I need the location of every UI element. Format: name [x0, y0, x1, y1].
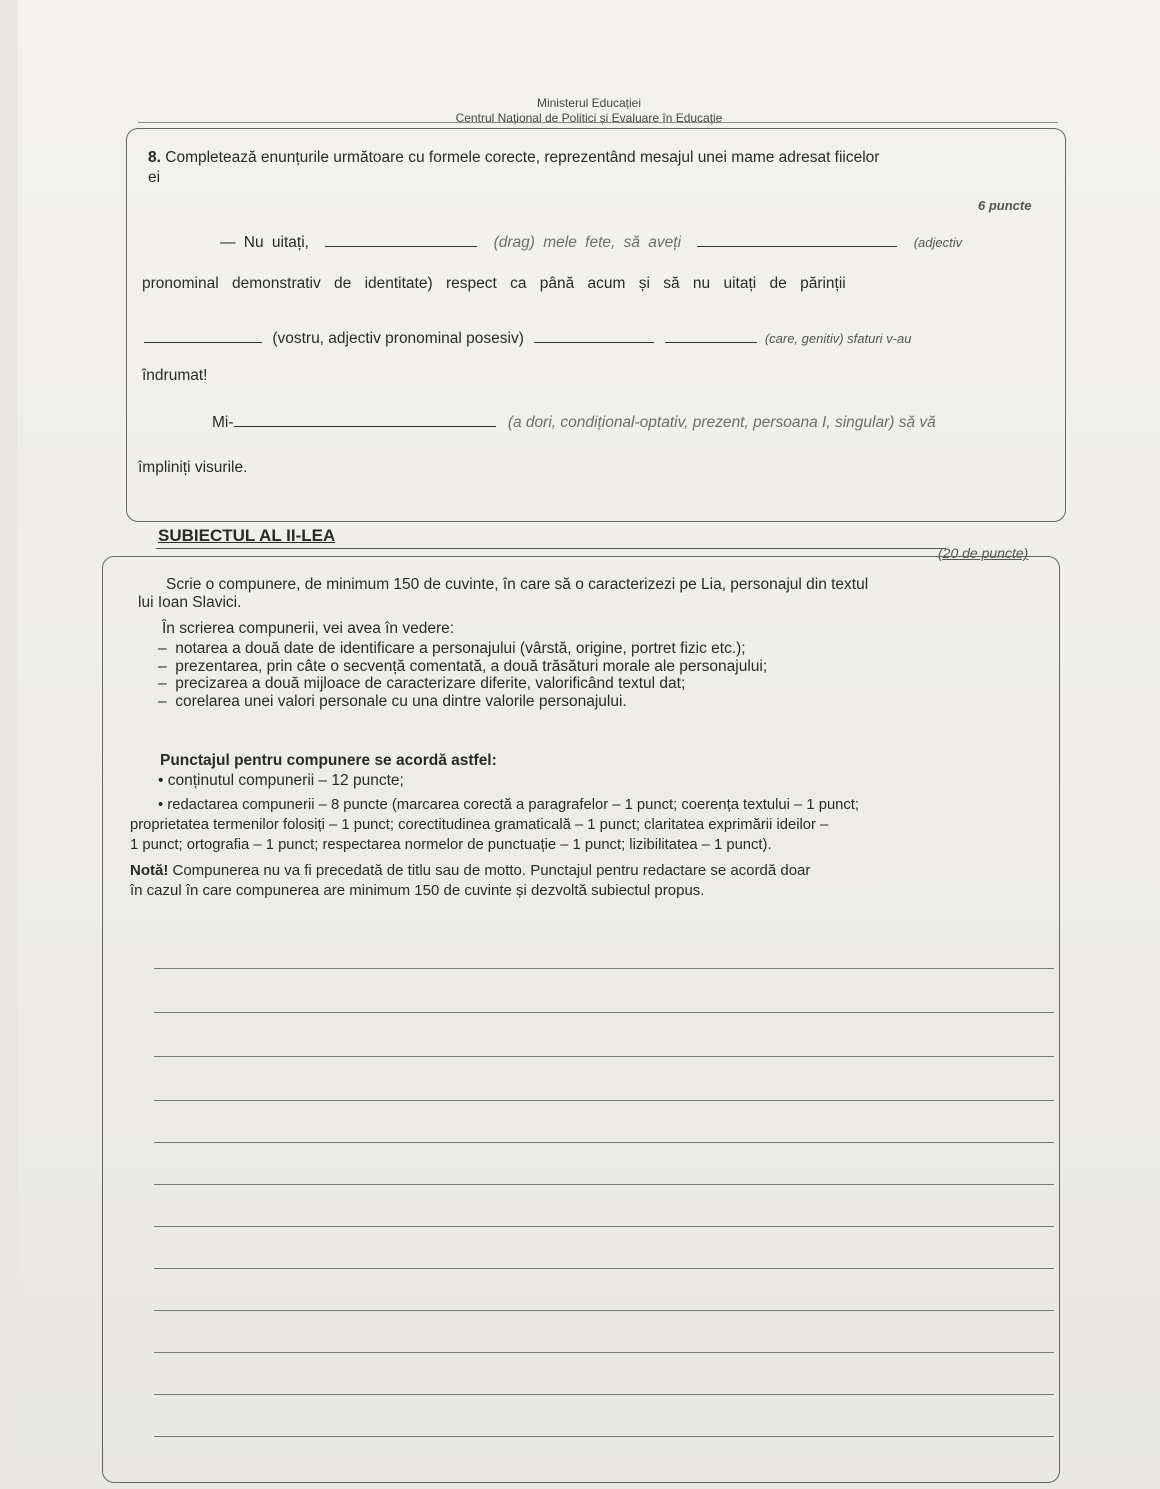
- center-name: Centrul Național de Politici și Evaluare în Educație: [455, 111, 723, 125]
- section2-title: SUBIECTUL AL II-LEA: [158, 526, 336, 545]
- blank-5[interactable]: [665, 328, 757, 343]
- task8-prompt-text: Completează enunțurile următoare cu formele corecte, reprezentând mesajul unei mame adresat fiicelor: [165, 149, 880, 166]
- note-text-a: Compunerea nu va fi precedată de titlu sau de motto. Punctajul pentru redactare se acordă doar: [172, 862, 811, 879]
- answer-line[interactable]: [154, 1142, 1054, 1143]
- task8-line5: [212, 412, 1062, 432]
- scoring-title: Punctajul pentru compunere se acordă astfel:: [160, 752, 497, 769]
- answer-line[interactable]: [154, 1184, 1054, 1185]
- task8-l3-hint1: (vostru, adjectiv pronominal posesiv): [272, 330, 524, 347]
- task8-points: 6 puncte: [978, 198, 1032, 213]
- task8-line2: pronominal demonstrativ de identitate) respect ca până acum și să nu uitați de părinții: [142, 275, 846, 292]
- task8-l3-hint2: (care, genitiv) sfaturi v-au: [764, 331, 912, 346]
- scoring-redactare-b: proprietatea termenilor folosiți – 1 punct; corectitudinea gramaticală – 1 punct; claritatea exprimării ideilor –: [130, 817, 829, 833]
- guidance-intro: În scrierea compunerii, vei avea în vedere:: [162, 620, 455, 637]
- answer-line[interactable]: [154, 1436, 1054, 1437]
- section2-intro-a: Scrie o compunere, de minimum 150 de cuvinte, în care să o caracterizezi pe Lia, personajul din textul: [166, 576, 869, 593]
- task8-prompt: [148, 148, 1058, 167]
- answer-line[interactable]: [154, 1352, 1054, 1353]
- blank-2[interactable]: [697, 232, 897, 247]
- answer-line[interactable]: [154, 1056, 1054, 1057]
- answer-line[interactable]: [154, 1268, 1054, 1269]
- answer-line[interactable]: [154, 968, 1054, 969]
- requirement-item: – prezentarea, prin câte o secvență comentată, a două trăsături morale ale personajului;: [158, 658, 767, 676]
- answer-line[interactable]: [154, 1226, 1054, 1227]
- note-b: în cazul în care compunerea are minimum 150 de cuvinte și dezvoltă subiectul propus.: [130, 882, 705, 899]
- exam-page: [18, 0, 1160, 1489]
- blank-4[interactable]: [534, 328, 654, 343]
- task8-l5-start: Mi-: [212, 414, 234, 431]
- blank-1[interactable]: [325, 232, 477, 247]
- requirement-item: – precizarea a două mijloace de caracterizare diferite, valorificând textul dat;: [158, 675, 767, 693]
- ministry-name: Ministerul Educației: [536, 96, 642, 110]
- answer-line[interactable]: [154, 1012, 1054, 1013]
- task8-l1-hint2: (adjectiv: [913, 235, 963, 250]
- requirement-item: – corelarea unei valori personale cu una dintre valorile personajului.: [158, 693, 767, 711]
- blank-6[interactable]: [234, 412, 496, 427]
- task8-line6: împliniți visurile.: [138, 459, 248, 476]
- task8-line4: îndrumat!: [142, 367, 208, 384]
- section2-intro-b: lui Ioan Slavici.: [138, 594, 242, 611]
- scoring-content: • conținutul compunerii – 12 puncte;: [158, 772, 404, 789]
- requirements-list: [158, 640, 767, 710]
- note-label: Notă!: [130, 862, 169, 879]
- task8-l5-hint: (a dori, condițional-optativ, prezent, persoana I, singular) să vă: [507, 414, 936, 431]
- note-a: [130, 862, 1060, 880]
- header-divider: [138, 122, 1058, 123]
- task8-line1: [220, 232, 1060, 252]
- task8-l1-start: — Nu uitați,: [220, 234, 309, 251]
- task8-l1-hint1: (drag) mele fete, să aveți: [493, 234, 682, 251]
- task8-box: [126, 128, 1066, 522]
- blank-3[interactable]: [144, 328, 262, 343]
- section2-points: (20 de puncte): [938, 545, 1029, 561]
- answer-line[interactable]: [154, 1100, 1054, 1101]
- task8-number: 8.: [148, 149, 161, 166]
- requirement-item: – notarea a două date de identificare a personajului (vârstă, origine, portret fizic etc.);: [158, 640, 767, 658]
- task8-line3: [144, 328, 1064, 348]
- answer-line[interactable]: [154, 1310, 1054, 1311]
- task8-prompt-end: ei: [148, 169, 161, 186]
- scoring-redactare-a: • redactarea compunerii – 8 puncte (marcarea corectă a paragrafelor – 1 punct; coerența textului – 1 punct;: [158, 797, 860, 813]
- answer-line[interactable]: [154, 1394, 1054, 1395]
- scoring-redactare-c: 1 punct; ortografia – 1 punct; respectarea normelor de punctuație – 1 punct; lizibilitatea – 1 punct).: [130, 837, 772, 853]
- section2-divider: [156, 548, 946, 549]
